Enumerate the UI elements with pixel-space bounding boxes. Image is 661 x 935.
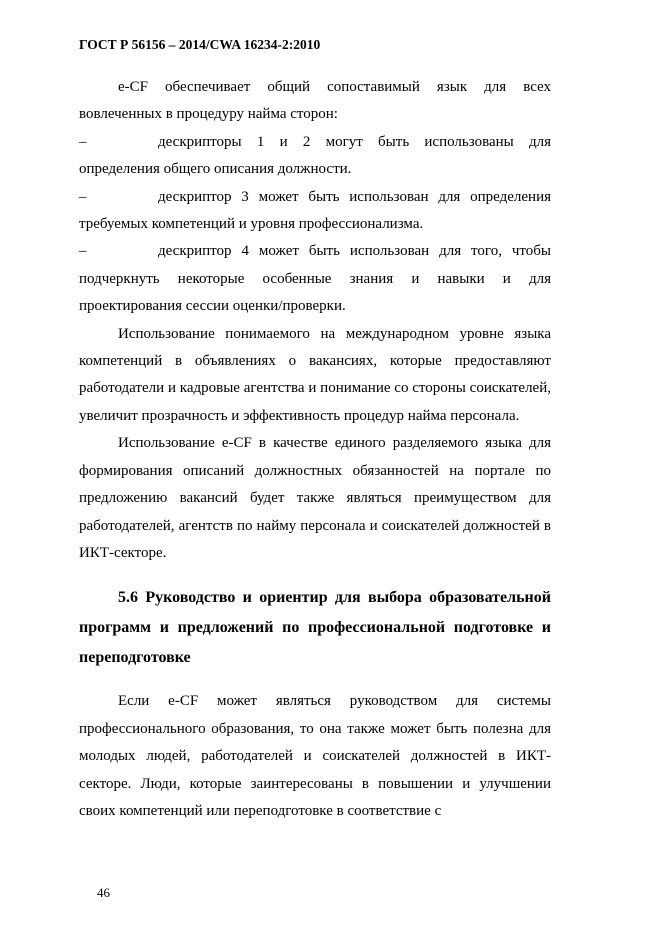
list-item: [79, 184, 551, 239]
body-paragraph: Использование e-CF в качестве единого разделяемого языка для формирования описаний должностных обязанностей на портале по предложению вакансий будет также являться преимуществом для работодателей, агентств по найму персонала и соискателей должностей в ИКТ-секторе.: [79, 435, 551, 561]
section-number: 5.6: [118, 589, 138, 607]
section-heading: [79, 583, 551, 673]
list-item: [79, 238, 551, 320]
section-title: Руководство и ориентир для выбора образовательной программ и предложений по профессиональной подготовке и переподготовке: [79, 589, 551, 667]
list-item: [79, 129, 551, 184]
body-paragraph: Использование понимаемого на международном уровне языка компетенций в объявлениях о вакансиях, которые предоставляют работодатели и кадровые агентства и понимание со стороны соискателей, увеличит прозрачность и эффективность процедур найма персонала.: [79, 325, 551, 424]
list-item-text: дескрипторы 1 и 2 могут быть использованы для определения общего описания должности.: [79, 133, 551, 178]
dash-marker: –: [79, 243, 87, 260]
page-number: 46: [97, 885, 110, 900]
document-header: ГОСТ Р 56156 – 2014/CWA 16234-2:2010: [79, 37, 321, 52]
dash-marker: –: [79, 133, 87, 150]
dash-marker: –: [79, 188, 87, 205]
list-item-text: дескриптор 4 может быть использован для того, чтобы подчеркнуть некоторые особенные знания и навыки и для проектирования сессии оценки/проверки.: [79, 243, 551, 315]
page-content: [79, 74, 551, 825]
body-paragraph: Если e-CF может являться руководством для системы профессионального образования, то она также может быть полезна для молодых людей, работодателей и соискателей должностей в ИКТ-секторе. Люди, которые заинтересованы в повышении и улучшении своих компетенций или переподготовке в соответствие с: [79, 693, 551, 819]
intro-paragraph: e-CF обеспечивает общий сопоставимый язык для всех вовлеченных в процедуру найма сторон:: [79, 79, 551, 123]
list-item-text: дескриптор 3 может быть использован для определения требуемых компетенций и уровня профессионализма.: [79, 188, 551, 233]
